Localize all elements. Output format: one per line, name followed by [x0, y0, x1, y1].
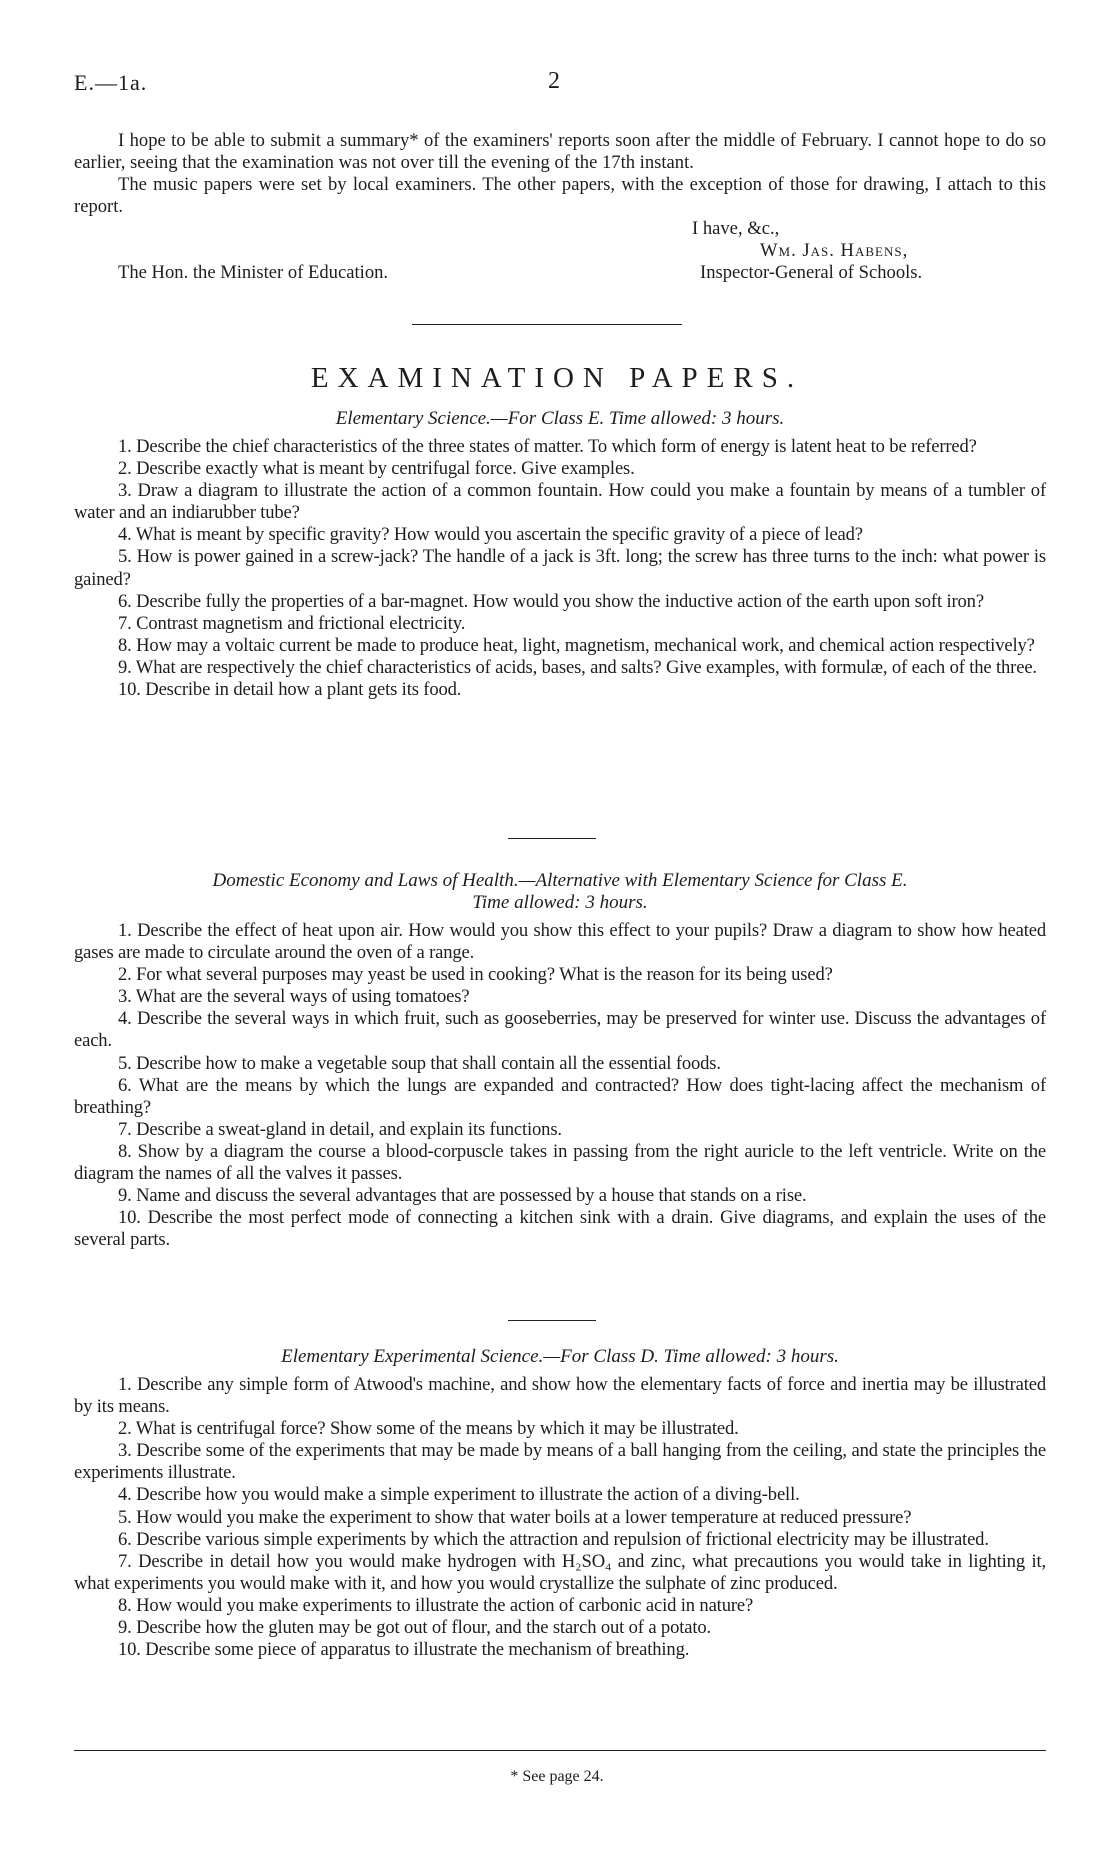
question: 2. What is centrifugal force? Show some of the means by which it may be illustrated.	[118, 1418, 739, 1440]
letter-paragraph: I hope to be able to submit a summary* of the examiners' reports soon after the middle of February. I cannot hope to do so earlier, seeing that the examination was not over till the evening of the 17th instant.	[74, 130, 1046, 174]
question: 7. Describe in detail how you would make hydrogen with H₂SO₄ and zinc, what precautions you would take in lighting it, what experiments you would make with it, and how you would crystallize the sulphate of zinc produced.	[74, 1550, 1046, 1594]
question: 6. Describe various simple experiments by which the attraction and repulsion of frictional electricity may be illustrated.	[118, 1528, 989, 1550]
footnote-rule	[74, 1750, 1046, 1751]
question: 1. Describe any simple form of Atwood's machine, and show how the elementary facts of force and inertia may be illustrated by its means.	[74, 1374, 1046, 1418]
footnote: * See page 24.	[510, 1768, 604, 1785]
section-heading-time: Time allowed: 3 hours.	[472, 892, 648, 913]
section-divider	[412, 324, 682, 325]
question: 10. Describe in detail how a plant gets its food.	[118, 679, 462, 701]
question-list	[74, 920, 1046, 1251]
document-title: EXAMINATION PAPERS.	[310, 362, 804, 394]
letter-closing: I have, &c.,	[692, 218, 780, 239]
question: 4. Describe how you would make a simple experiment to illustrate the action of a diving-bell.	[118, 1484, 800, 1506]
question: 4. Describe the several ways in which fruit, such as gooseberries, may be preserved for winter use. Discuss the advantages of each.	[74, 1008, 1046, 1052]
question: 1. Describe the effect of heat upon air. How would you show this effect to your pupils? Draw a diagram to show how heated gases are made to circulate around the oven of a range.	[74, 920, 1046, 964]
question: 1. Describe the chief characteristics of the three states of matter. To which form of energy is latent heat to be referred?	[118, 436, 977, 457]
question: 8. How may a voltaic current be made to produce heat, light, magnetism, mechanical work, and chemical action respectively?	[118, 634, 1035, 656]
question: 3. Draw a diagram to illustrate the action of a common fountain. How could you make a fountain by means of a tumbler of water and an indiarubber tube?	[74, 480, 1046, 524]
letter-signatory-title: Inspector-General of Schools.	[700, 262, 923, 283]
question-list	[74, 1374, 1046, 1661]
letter-paragraph: The music papers were set by local examiners. The other papers, with the exception of those for drawing, I attach to this report.	[74, 174, 1046, 218]
question: 7. Contrast magnetism and frictional electricity.	[118, 612, 466, 634]
question: 9. What are respectively the chief characteristics of acids, bases, and salts? Give examples, with formulæ, of each of the three.	[118, 656, 1037, 678]
section-heading: Elementary Science.—For Class E. Time allowed: 3 hours.	[335, 408, 785, 429]
question: 6. Describe fully the properties of a bar-magnet. How would you show the inductive action of the earth upon soft iron?	[118, 590, 984, 612]
question: 5. How would you make the experiment to show that water boils at a lower temperature at reduced pressure?	[118, 1506, 912, 1528]
question: 10. Describe some piece of apparatus to illustrate the mechanism of breathing.	[118, 1639, 690, 1661]
question: 8. How would you make experiments to illustrate the action of carbonic acid in nature?	[118, 1594, 754, 1616]
page-number: 2	[548, 68, 560, 94]
question: 10. Describe the most perfect mode of connecting a kitchen sink with a drain. Give diagrams, and explain the uses of the several parts.	[74, 1207, 1046, 1251]
question: 9. Describe how the gluten may be got out of flour, and the starch out of a potato.	[118, 1617, 712, 1639]
question: 4. What is meant by specific gravity? How would you ascertain the specific gravity of a piece of lead?	[118, 524, 863, 546]
section-heading: Domestic Economy and Laws of Health.—Alternative with Elementary Science for Class E.	[212, 870, 908, 891]
letter-body	[74, 130, 1046, 218]
question: 8. Show by a diagram the course a blood-corpuscle takes in passing from the right auricle to the left ventricle. Write on the diagram the names of all the valves it passes.	[74, 1140, 1046, 1185]
question: 7. Describe a sweat-gland in detail, and explain its functions.	[118, 1118, 562, 1140]
letter-addressee: The Hon. the Minister of Education.	[118, 262, 389, 283]
section-divider	[508, 838, 596, 839]
section-heading: Elementary Experimental Science.—For Class D. Time allowed: 3 hours.	[281, 1346, 839, 1367]
question: 3. What are the several ways of using tomatoes?	[118, 986, 470, 1008]
question: 2. Describe exactly what is meant by centrifugal force. Give examples.	[118, 458, 635, 480]
section-divider	[508, 1320, 596, 1321]
letter-signatory: Wm. Jas. Habens,	[760, 240, 909, 261]
question: 6. What are the means by which the lungs are expanded and contracted? How does tight-lacing affect the mechanism of breathing?	[74, 1074, 1046, 1118]
question-list	[74, 436, 1046, 701]
question: 5. How is power gained in a screw-jack? The handle of a jack is 3ft. long; the screw has three turns to the inch: what power is gained?	[74, 546, 1046, 590]
question: 3. Describe some of the experiments that may be made by means of a ball hanging from the ceiling, and state the principles the experiments illustrate.	[74, 1440, 1046, 1484]
question: 5. Describe how to make a vegetable soup that shall contain all the essential foods.	[118, 1052, 721, 1074]
question: 2. For what several purposes may yeast be used in cooking? What is the reason for its being used?	[118, 964, 833, 986]
question: 9. Name and discuss the several advantages that are possessed by a house that stands on a rise.	[118, 1185, 807, 1207]
document-reference: E.—1a.	[74, 70, 148, 95]
